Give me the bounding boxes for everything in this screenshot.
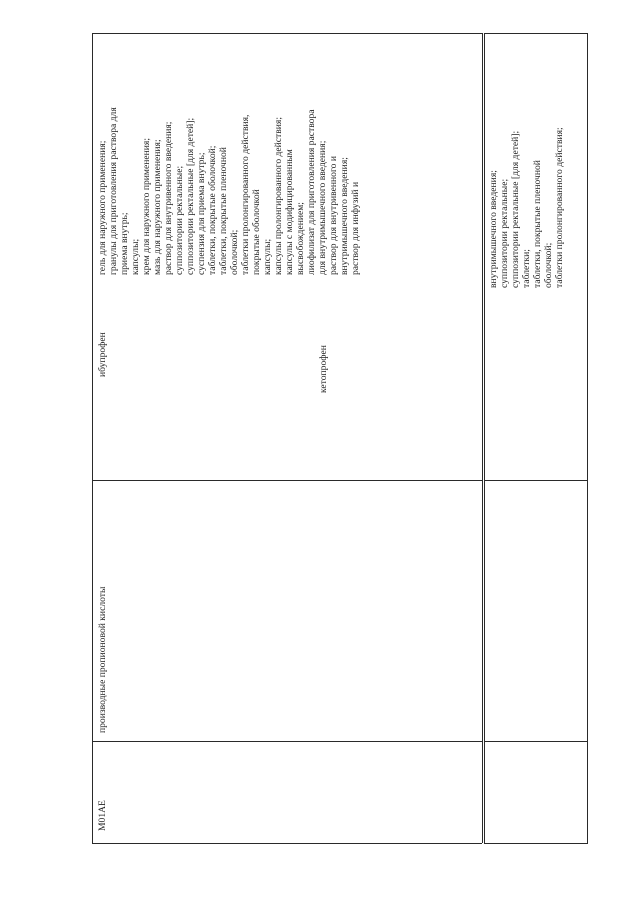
dosage-form-line: раствор для инфузий и: [350, 181, 361, 275]
table2-border-left: [484, 33, 485, 843]
atc-code: M01AE: [97, 800, 108, 831]
dosage-form-line: суспензия для приема внутрь;: [196, 152, 207, 275]
dosage-form-line: капсулы;: [130, 238, 141, 275]
dosage-form-line: капсулы пролонгированного действия;: [273, 117, 284, 275]
dosage-form-line: суппозитории ректальные;: [174, 165, 185, 275]
page-divider: [482, 33, 483, 843]
dosage-form-line: мазь для наружного применения;: [152, 139, 163, 275]
dosage-form-line: внутримышечного введения;: [339, 157, 350, 275]
dosage-form-line: высвобождением;: [295, 202, 306, 275]
dosage-form-line: таблетки пролонгированного действия,: [240, 114, 251, 275]
dosage-form-line: таблетки, покрытые оболочкой;: [207, 145, 218, 275]
dosage-form-line: таблетки пролонгированного действия;: [554, 127, 565, 288]
table-border-left: [92, 33, 93, 843]
row-divider-drug: [92, 480, 482, 481]
dosage-form-line: крем для наружного применения;: [141, 138, 152, 275]
table2-border-right: [587, 33, 588, 843]
dosage-form-line: капсулы с модифицированным: [284, 149, 295, 275]
dosage-form-line: суппозитории ректальные [для детей];: [185, 117, 196, 275]
dosage-form-line: приема внутрь;: [119, 212, 130, 275]
table-border-bottom: [92, 843, 482, 844]
dosage-form-line: таблетки, покрытые пленочной: [218, 147, 229, 275]
dosage-form-line: внутримышечного введения;: [488, 170, 499, 288]
dosage-form-line: для внутримышечного введения;: [317, 140, 328, 275]
drug-name-ibuprofen: ибупрофен: [97, 332, 108, 377]
pharmacological-group: производные пропионовой кислоты: [97, 586, 108, 733]
table2-border-bottom: [484, 843, 588, 844]
dosage-form-line: капсулы;: [262, 238, 273, 275]
table2-row-divider-group: [484, 741, 588, 742]
dosage-form-line: таблетки, покрытые пленочной: [532, 160, 543, 288]
dosage-form-line: лиофилизат для приготовления раствора: [306, 109, 317, 275]
row-divider-group: [92, 741, 482, 742]
dosage-forms-continuation: [488, 127, 565, 288]
dosage-form-line: суппозитории ректальные;: [499, 178, 510, 288]
dosage-form-line: раствор для внутривенного и: [328, 156, 339, 275]
drug-name-ketoprofen: кетопрофен: [318, 345, 329, 393]
dosage-form-line: раствор для внутривенного введения;: [163, 121, 174, 275]
dosage-form-line: оболочкой;: [543, 242, 554, 288]
dosage-form-line: гранулы для приготовления раствора для: [108, 107, 119, 275]
dosage-form-line: таблетки;: [521, 249, 532, 288]
table-border-top: [92, 33, 482, 34]
dosage-forms-list: [97, 107, 361, 275]
dosage-form-line: суппозитории ректальные [для детей];: [510, 130, 521, 288]
table2-border-top: [484, 33, 588, 34]
dosage-form-line: гель для наружного применения;: [97, 140, 108, 275]
dosage-form-line: покрытые оболочкой: [251, 189, 262, 275]
dosage-form-line: оболочкой;: [229, 229, 240, 275]
table2-row-divider-drug: [484, 480, 588, 481]
